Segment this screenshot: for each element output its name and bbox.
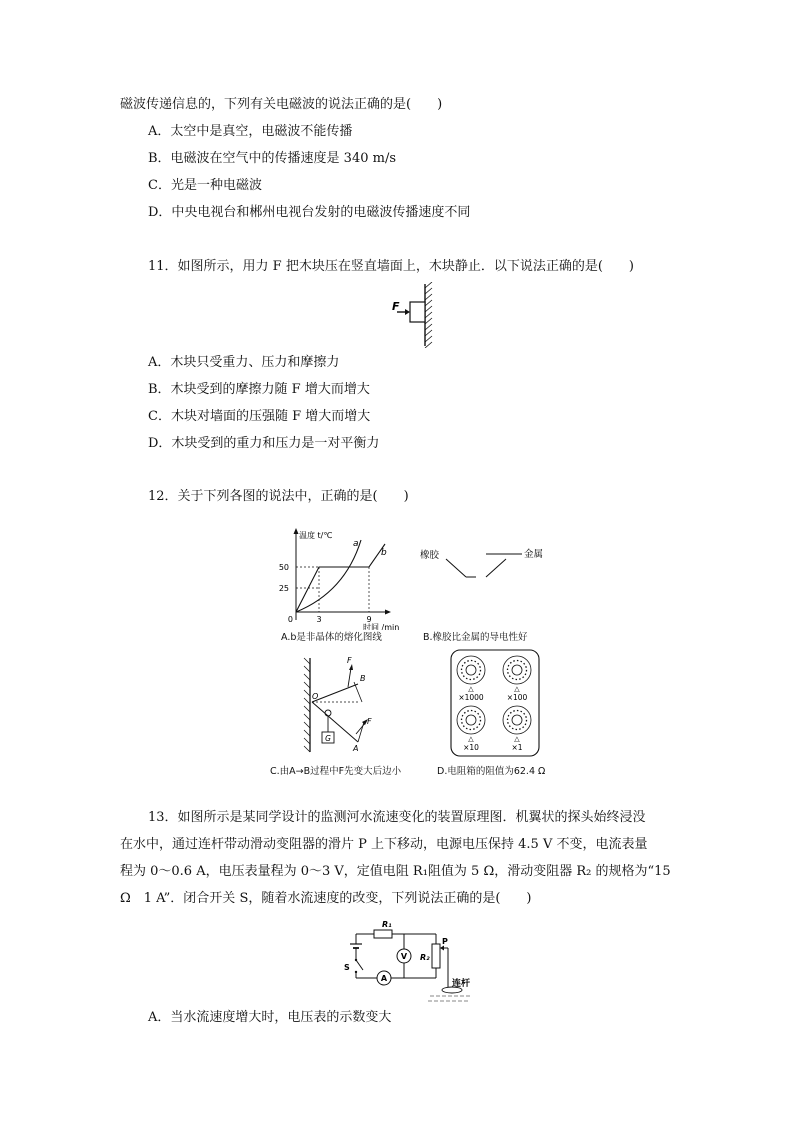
curve-a bbox=[296, 540, 361, 612]
q13-line-1: 13．如图所示是某同学设计的监测河水流速变化的装置原理图．机翼状的探头始终浸没 bbox=[148, 810, 646, 825]
svg-text:A: A bbox=[353, 744, 359, 753]
conductivity-figure bbox=[418, 540, 558, 588]
q11-option-a: A．木块只受重力、压力和摩擦力 bbox=[148, 355, 340, 370]
circuit-figure bbox=[344, 914, 474, 1010]
q10-option-d: D．中央电视台和郴州电视台发射的电磁波传播速度不同 bbox=[148, 205, 471, 220]
svg-text:G: G bbox=[325, 734, 331, 743]
resistance-box bbox=[447, 648, 543, 762]
svg-text:0: 0 bbox=[287, 615, 293, 624]
caption-a: A.b是非晶体的熔化图线 bbox=[281, 632, 382, 643]
svg-text:橡胶: 橡胶 bbox=[420, 550, 440, 561]
svg-text:b: b bbox=[381, 548, 387, 558]
curve-b bbox=[296, 544, 385, 612]
svg-text:R₂: R₂ bbox=[420, 953, 430, 962]
caption-b: B.橡胶比金属的导电性好 bbox=[423, 632, 528, 643]
q11-option-d: D．木块受到的重力和压力是一对平衡力 bbox=[148, 436, 380, 451]
svg-text:△: △ bbox=[514, 685, 520, 693]
svg-text:A: A bbox=[380, 974, 388, 983]
svg-text:×10: ×10 bbox=[463, 743, 479, 752]
q13-option-a: A．当水流速度增大时，电压表的示数变大 bbox=[148, 1010, 392, 1025]
svg-text:F: F bbox=[347, 656, 352, 665]
svg-text:△: △ bbox=[514, 735, 520, 743]
q11-option-c: C．木块对墙面的压强随 F 增大而增大 bbox=[148, 409, 371, 424]
svg-text:△: △ bbox=[468, 735, 474, 743]
q11-option-b: B．木块受到的摩擦力随 F 增大而增大 bbox=[148, 382, 370, 397]
svg-text:金属: 金属 bbox=[524, 549, 544, 560]
q11-stem: 11．如图所示，用力 F 把木块压在竖直墙面上，木块静止．以下说法正确的是( ) bbox=[148, 259, 634, 274]
svg-text:a: a bbox=[353, 539, 359, 549]
wood-block bbox=[410, 302, 425, 322]
q13-line-3: 程为 0～0.6 A，电压表量程为 0～3 V，定值电阻 R₁阻值为 5 Ω，滑动变阻器 R₂ 的规格为“15 bbox=[120, 864, 671, 879]
svg-text:×1000: ×1000 bbox=[458, 693, 484, 702]
lever-figure bbox=[296, 652, 386, 760]
q12-stem: 12．关于下列各图的说法中，正确的是( ) bbox=[148, 489, 409, 504]
svg-text:V: V bbox=[400, 952, 408, 961]
caption-d: D.电阻箱的阻值为62.4 Ω bbox=[437, 766, 546, 777]
svg-text:连杆: 连杆 bbox=[452, 979, 471, 989]
q10-option-c: C．光是一种电磁波 bbox=[148, 178, 262, 193]
svg-text:F: F bbox=[367, 717, 372, 726]
q13-line-2: 在水中，通过连杆带动滑动变阻器的滑片 P 上下移动，电源电压保持 4.5 V 不变，电流表量 bbox=[120, 837, 648, 852]
caption-c: C.由A→B过程中F先变大后边小 bbox=[270, 766, 402, 777]
q10-option-b: B．电磁波在空气中的传播速度是 340 m/s bbox=[148, 151, 397, 166]
melting-graph bbox=[275, 522, 415, 634]
svg-text:△: △ bbox=[468, 685, 474, 693]
svg-text:9: 9 bbox=[366, 615, 372, 624]
svg-text:B: B bbox=[360, 674, 366, 683]
svg-text:25: 25 bbox=[278, 584, 289, 593]
q11-figure bbox=[388, 282, 438, 352]
svg-text:O: O bbox=[312, 692, 319, 701]
svg-text:时间 /min: 时间 /min bbox=[363, 623, 400, 630]
q10-option-a: A．太空中是真空，电磁波不能传播 bbox=[148, 124, 353, 139]
svg-text:50: 50 bbox=[278, 563, 289, 572]
q13-line-4: Ω 1 A”．闭合开关 S，随着水流速度的改变，下列说法正确的是( ) bbox=[120, 891, 532, 906]
svg-text:R₁: R₁ bbox=[382, 920, 392, 929]
svg-text:温度 t/℃: 温度 t/℃ bbox=[299, 531, 333, 540]
q10-stem: 磁波传递信息的，下列有关电磁波的说法正确的是( ) bbox=[120, 97, 443, 112]
svg-text:P: P bbox=[442, 937, 448, 946]
svg-text:×1: ×1 bbox=[511, 743, 523, 752]
svg-text:3: 3 bbox=[316, 615, 322, 624]
svg-text:S: S bbox=[344, 963, 350, 972]
force-label: F bbox=[392, 300, 400, 313]
svg-text:×100: ×100 bbox=[506, 693, 528, 702]
